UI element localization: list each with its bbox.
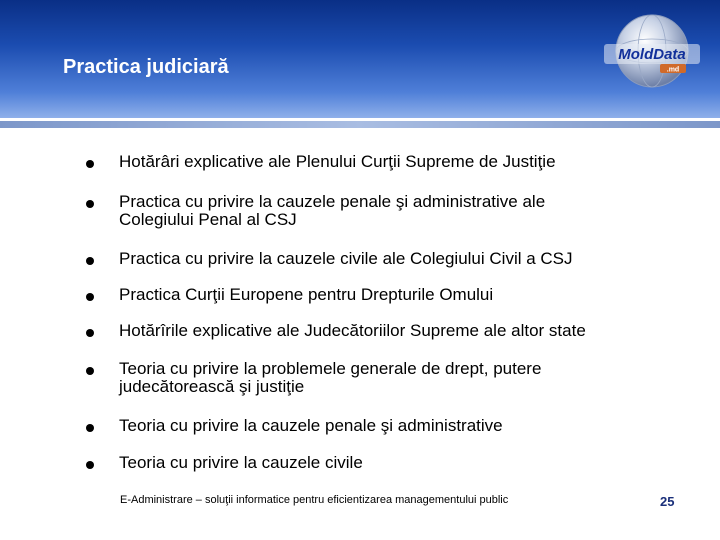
list-item bbox=[86, 286, 686, 304]
logo-subtext: .md bbox=[666, 66, 680, 74]
bullet-icon bbox=[86, 461, 94, 469]
bullet-icon bbox=[86, 257, 94, 265]
bullet-icon bbox=[86, 367, 94, 375]
list-item bbox=[86, 250, 686, 268]
bullet-icon bbox=[86, 329, 94, 337]
list-item-text: Practica cu privire la cauzele penale şi administrative ale Colegiului Penal al CSJ bbox=[119, 192, 546, 229]
list-item bbox=[86, 360, 686, 396]
bullet-icon bbox=[86, 160, 94, 168]
list-item bbox=[86, 454, 686, 472]
list-item-text: Practica cu privire la cauzele civile ale Colegiului Civil a CSJ bbox=[119, 249, 573, 268]
slide-title: Practica judiciară bbox=[63, 56, 229, 78]
list-item bbox=[86, 153, 686, 171]
page-number: 25 bbox=[660, 494, 675, 509]
list-item-text: Hotărâri explicative ale Plenului Curţii Supreme de Justiţie bbox=[119, 152, 556, 171]
list-item-text: Hotărîrile explicative ale Judecătoriilor Supreme ale altor state bbox=[119, 321, 586, 340]
list-item bbox=[86, 322, 686, 340]
list-item-text: Teoria cu privire la cauzele civile bbox=[119, 453, 363, 472]
bullet-icon bbox=[86, 424, 94, 432]
list-item-text: Practica Curţii Europene pentru Drepturile Omului bbox=[119, 285, 494, 304]
list-item-text: Teoria cu privire la cauzele penale şi administrative bbox=[119, 416, 503, 435]
bullet-icon bbox=[86, 293, 94, 301]
logo-text: MoldData bbox=[618, 46, 686, 63]
list-item bbox=[86, 417, 686, 435]
bullet-icon bbox=[86, 200, 94, 208]
footer-caption: E-Administrare – soluţii informatice pentru eficientizarea managementului public bbox=[120, 494, 509, 506]
list-item-text: Teoria cu privire la problemele generale de drept, putere judecătorească şi justiţie bbox=[119, 359, 542, 396]
list-item bbox=[86, 193, 686, 229]
